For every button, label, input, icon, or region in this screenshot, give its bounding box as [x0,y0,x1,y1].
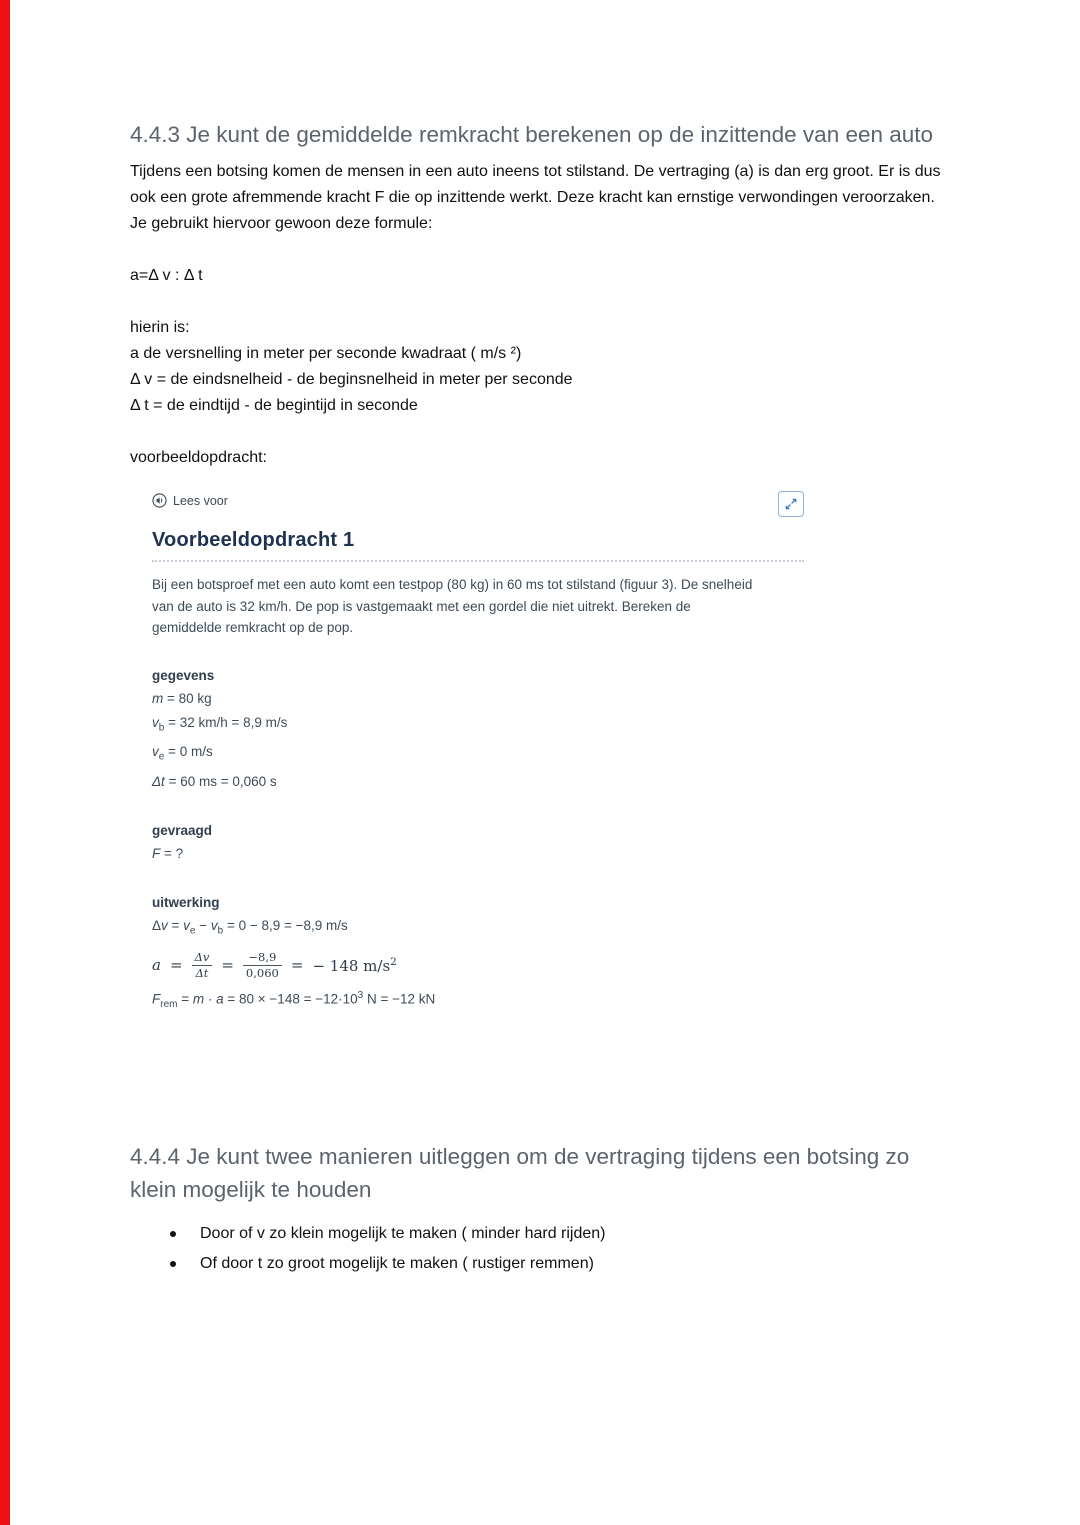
fraction-numeric: $\frac{-8,9}{0,060}$ [243,950,282,981]
expand-icon [784,497,798,511]
gegevens-block [152,665,804,794]
formula-legend [130,315,950,419]
gegevens-end-speed: $v_e = 0$ m/s [152,744,213,763]
legend-line-dt: Δ t = de eindtijd - de begintijd in seconde [130,397,418,414]
dotted-separator [152,560,804,562]
equals-sign: = [221,956,234,974]
left-accent-bar [0,0,10,1525]
equals-sign: = [169,956,183,974]
gevraagd-line: F = ? [152,845,184,861]
gevraagd-label: gevraagd [152,822,213,838]
gegevens-label: gegevens [152,667,215,683]
card-title: Voorbeeldopdracht 1 [152,529,355,551]
legend-line-a: a de versnelling in meter per seconde kwadraat ( m/s ²) [130,345,522,362]
lees-voor-button[interactable] [152,491,228,510]
uitwerking-label: uitwerking [152,894,220,910]
delta-v-line: $\Delta v = v_e - v_b = 0 - 8,9 = -8,9$ m/s [152,917,348,937]
bullet-item: Of door t zo groot mogelijk te maken ( rustiger remmen) [130,1249,945,1279]
measures-bullet-list [130,1219,950,1279]
gevraagd-block [152,820,804,866]
math-lhs: a [152,956,161,974]
section-443-heading: 4.4.3 Je kunt de gemiddelde remkracht berekenen op de inzittende van een auto [130,122,934,147]
gegevens-time: Δt = 60 ms = 0,060 s [152,773,277,789]
braking-force-line: $F_{rem} = m \cdot a = 80 \times -148 = -12\cdot 10^3$ N = −12 kN [152,990,436,1011]
uitwerking-block [152,892,804,1018]
speaker-icon [152,493,167,508]
voorbeeld-label: voorbeeldopdracht: [130,449,267,466]
equals-sign: = [290,956,304,974]
legend-intro: hierin is: [130,319,190,336]
bullet-item: Door of v zo klein mogelijk te maken ( minder hard rijden) [130,1219,945,1249]
card-toolbar [152,491,804,517]
lees-voor-label: Lees voor [173,493,228,508]
voorbeeldopdracht-card [152,491,804,1018]
card-intro-text: Bij een botsproef met een auto komt een testpop (80 kg) in 60 ms tot stilstand (figuur 3). De snelheid van de auto is 32 km/h. De pop is vastgemaakt met een gordel die niet uitrekt. Bereken de gemiddelde remkracht op de pop. [152,577,753,635]
gegevens-mass: m = 80 kg [152,690,212,706]
acceleration-calculation [152,950,804,981]
math-result: − 148 $m/s^2$ [312,955,397,975]
fraction-dv-dt: $\frac{\Delta v}{\Delta t}$ [192,950,213,981]
acceleration-formula-line: a=Δ v : Δ t [130,267,203,284]
section-444-heading: 4.4.4 Je kunt twee manieren uitleggen om de vertraging tijdens een botsing zo klein mogelijk te houden [130,1143,910,1202]
section-443-paragraph: Tijdens een botsing komen de mensen in een auto ineens tot stilstand. De vertraging (a) is dan erg groot. Er is dus ook een grote afremmende kracht F die op inzittende werkt. Deze kracht kan ernstige verwondingen veroorzaken. Je gebruikt hiervoor gewoon deze formule: [130,163,941,232]
expand-button[interactable] [778,491,804,517]
gegevens-begin-speed: $v_b = 32$ km/h = 8,9 m/s [152,714,288,734]
legend-line-dv: Δ v = de eindsnelheid - de beginsnelheid in meter per seconde [130,371,573,388]
